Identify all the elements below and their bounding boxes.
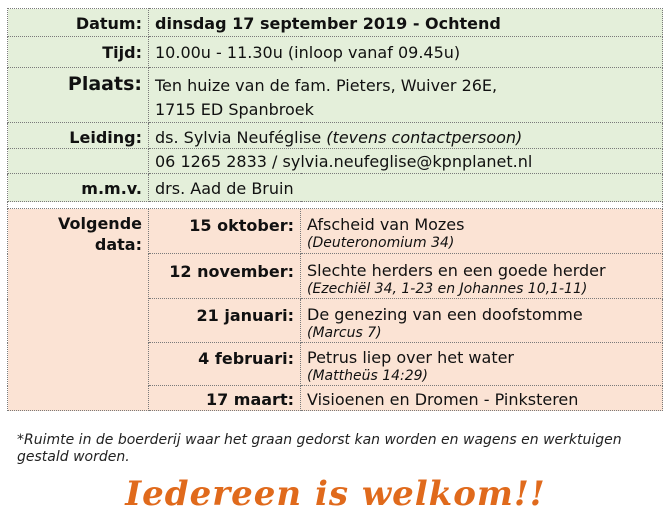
schedule-date: 17 maart: bbox=[149, 386, 301, 411]
schedule-date: 4 februari: bbox=[149, 343, 301, 386]
schedule-title: Slechte herders en een goede herder bbox=[307, 261, 606, 280]
schedule-topic bbox=[301, 209, 663, 254]
event-card bbox=[7, 8, 663, 411]
schedule-title: Afscheid van Mozes bbox=[307, 215, 465, 234]
schedule-label bbox=[8, 209, 149, 411]
schedule-date: 15 oktober: bbox=[149, 209, 301, 254]
schedule-date: 12 november: bbox=[149, 254, 301, 299]
schedule-topic bbox=[301, 343, 663, 386]
schedule-date: 21 januari: bbox=[149, 299, 301, 343]
plaats-line-2: 1715 ED Spanbroek bbox=[155, 100, 314, 119]
row-contact bbox=[8, 149, 663, 174]
schedule-topic bbox=[301, 386, 663, 411]
schedule-row bbox=[8, 209, 663, 254]
row-tijd bbox=[8, 37, 663, 68]
row-leiding bbox=[8, 123, 663, 149]
schedule-title: Petrus liep over het water bbox=[307, 348, 515, 367]
contact-value: 06 1265 2833 / sylvia.neufeglise@kpnplanet.nl bbox=[149, 149, 663, 174]
schedule-reference: (Mattheüs 14:29) bbox=[307, 368, 429, 384]
schedule-reference: (Marcus 7) bbox=[307, 325, 382, 341]
plaats-label: Plaats: bbox=[8, 68, 149, 123]
welcome-banner: Iedereen is welkom!! bbox=[125, 474, 546, 514]
table-gap bbox=[8, 202, 663, 209]
mmv-value: drs. Aad de Bruin bbox=[149, 174, 663, 202]
schedule-title: De genezing van een doofstomme bbox=[307, 305, 583, 324]
leiding-label: Leiding: bbox=[8, 123, 149, 149]
tijd-value: 10.00u - 11.30u (inloop vanaf 09.45u) bbox=[149, 37, 663, 68]
leiding-name: ds. Sylvia Neuféglise bbox=[155, 128, 322, 147]
row-plaats bbox=[8, 68, 663, 123]
leiding-note: (tevens contactpersoon) bbox=[326, 128, 523, 147]
datum-value: dinsdag 17 september 2019 - Ochtend bbox=[149, 9, 663, 37]
row-mmv bbox=[8, 174, 663, 202]
schedule-label-line-2: data: bbox=[94, 235, 142, 254]
datum-label: Datum: bbox=[8, 9, 149, 37]
contact-label-empty bbox=[8, 149, 149, 174]
plaats-line-1: Ten huize van de fam. Pieters, Wuiver 26E, bbox=[155, 76, 498, 95]
footnote: *Ruimte in de boerderij waar het graan gedorst kan worden en wagens en werktuigen gestald worden. bbox=[17, 432, 622, 465]
schedule-topic bbox=[301, 254, 663, 299]
schedule-label-line-1: Volgende bbox=[58, 214, 142, 233]
plaats-value bbox=[149, 68, 663, 123]
schedule-reference: (Deuteronomium 34) bbox=[307, 235, 455, 251]
schedule-reference: (Ezechiël 34, 1-23 en Johannes 10,1-11) bbox=[307, 281, 588, 297]
schedule-title: Visioenen en Dromen - Pinksteren bbox=[307, 390, 579, 409]
mmv-label: m.m.v. bbox=[8, 174, 149, 202]
row-datum bbox=[8, 9, 663, 37]
leiding-value bbox=[149, 123, 663, 149]
schedule-topic bbox=[301, 299, 663, 343]
event-info-table bbox=[7, 8, 663, 411]
tijd-label: Tijd: bbox=[8, 37, 149, 68]
